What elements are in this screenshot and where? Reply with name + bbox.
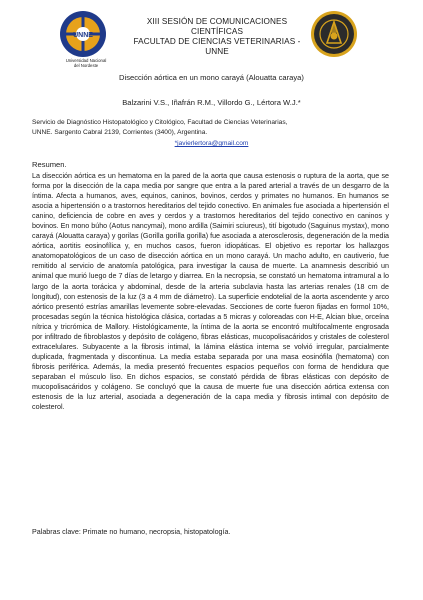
conference-header bbox=[122, 17, 312, 57]
author-email-link[interactable]: *javierlertora@gmail.com bbox=[174, 140, 249, 147]
unne-caption-line-2: del Nordeste bbox=[73, 63, 99, 68]
abstract-text: La disección aórtica es un hematoma en la pared de la aorta que causa estenosis o ruptura de la aorta, que se forma por la disección de la capa media por sangre que entra a la pared arterial a través de un desgarro de la íntima. Afecta a humanos, aves, equinos, caninos, bovinos, cerdos y primates no humanos. En humanos se asocia a hipertensión o a trastornos hereditarios del tejido conectivo. En animales fue asociada a hipertensión el canino, deficiencia de cobre en aves y cerdos y a trastornos hereditarios del tejido conectivo en caninos y bovinos. En mono búho (Aotus nancymai), mono ardilla (Saimiri sciureus), tití bigotudo (Saguinus mystax), mono carayá (Alouatta caraya) y gorilas (Gorilla gorilla gorilla) fue asociada a aterosclerosis, degeneración de la media aórtica, aortitis eosinofílica y, en muchos casos, fueron idiopáticas. El objetivo es reportar los hallazgos anatomopatológicos de un caso de disección aórtica en un mono carayá. Un macho adulto, en cautiverio, fue remitido al servicio de anatomía patológica, para investigar la causa de muerte. La anamnesis describió un animal que murió luego de 7 días de letargo y diarrea. En la necropsia, se constató un hematoma intramural a lo largo de la aorta torácica y abdominal, desde de la arteria subclavia hasta las arterias renales (18 cm de longitud), con estenosis de la luz (3 a 4 mm de diámetro). La superficie endotelial de la aorta ascendente y arco aórtico presentó estrías amarillas levemente sobre-elevadas. Secciones de corte fueron fijadas en formol 10%, procesadas según la técnica histológica clásica, cortadas a 5 micras y coloreadas con H-E, Alcian blue, orceína nítrica y tricrómica de Mallory. Histológicamente, la íntima de la aorta se encontró multifocalmente engrosada por infiltrado de fibroblastos y depósito de colágeno, fibras elásticas, mucopolisacáridos y cristales de colesterol extracelulares. Subyacente a la fibrosis intimal, la lámina elástica interna se volvió irregular, parcialmente duplicada, fragmentada y discontinua. La media estaba separada por una masa eosinófila (hematoma) con fibrosis periférica. Además, la media presentó frecuentes espacios pequeños con forma de hendidura que separaban el músculo liso. En dichos espacios, se constató pérdida de fibras elásticas con depósito de mucopolisacáridos y colágeno. Se concluyó que la causa de muerte fue una disección aórtica extensa con estenosis de la luz arterial, asociada a degeneración de la capa media y fibrosis intimal con depósito de colesterol. bbox=[32, 172, 389, 412]
unne-logo-text: UNNE bbox=[73, 32, 93, 39]
keywords: Palabras clave: Primate no humano, necropsia, histopatología. bbox=[32, 528, 231, 536]
fcv-logo bbox=[310, 10, 358, 58]
unne-caption bbox=[56, 58, 116, 68]
abstract-heading: Resumen. bbox=[32, 160, 67, 169]
affiliation-line-1: Servicio de Diagnóstico Histopatológico y Citológico, Facultad de Ciencias Veterinarias, bbox=[32, 119, 288, 126]
unne-logo bbox=[58, 9, 108, 59]
faculty-title: FACULTAD DE CIENCIAS VETERINARIAS - UNNE bbox=[133, 37, 301, 56]
conference-title: XIII SESIÓN DE COMUNICACIONES CIENTÍFICAS bbox=[146, 17, 288, 36]
affiliation-line-2: UNNE. Sargento Cabral 2139, Corrientes (3400), Argentina. bbox=[32, 128, 208, 136]
authors: Balzarini V.S., Iñafrán R.M., Villordo G., Lértora W.J.* bbox=[122, 98, 301, 107]
unne-caption-line-1: Universidad Nacional bbox=[65, 58, 107, 63]
paper-title: Disección aórtica en un mono carayá (Alouatta caraya) bbox=[119, 73, 304, 82]
affiliation bbox=[32, 118, 392, 137]
